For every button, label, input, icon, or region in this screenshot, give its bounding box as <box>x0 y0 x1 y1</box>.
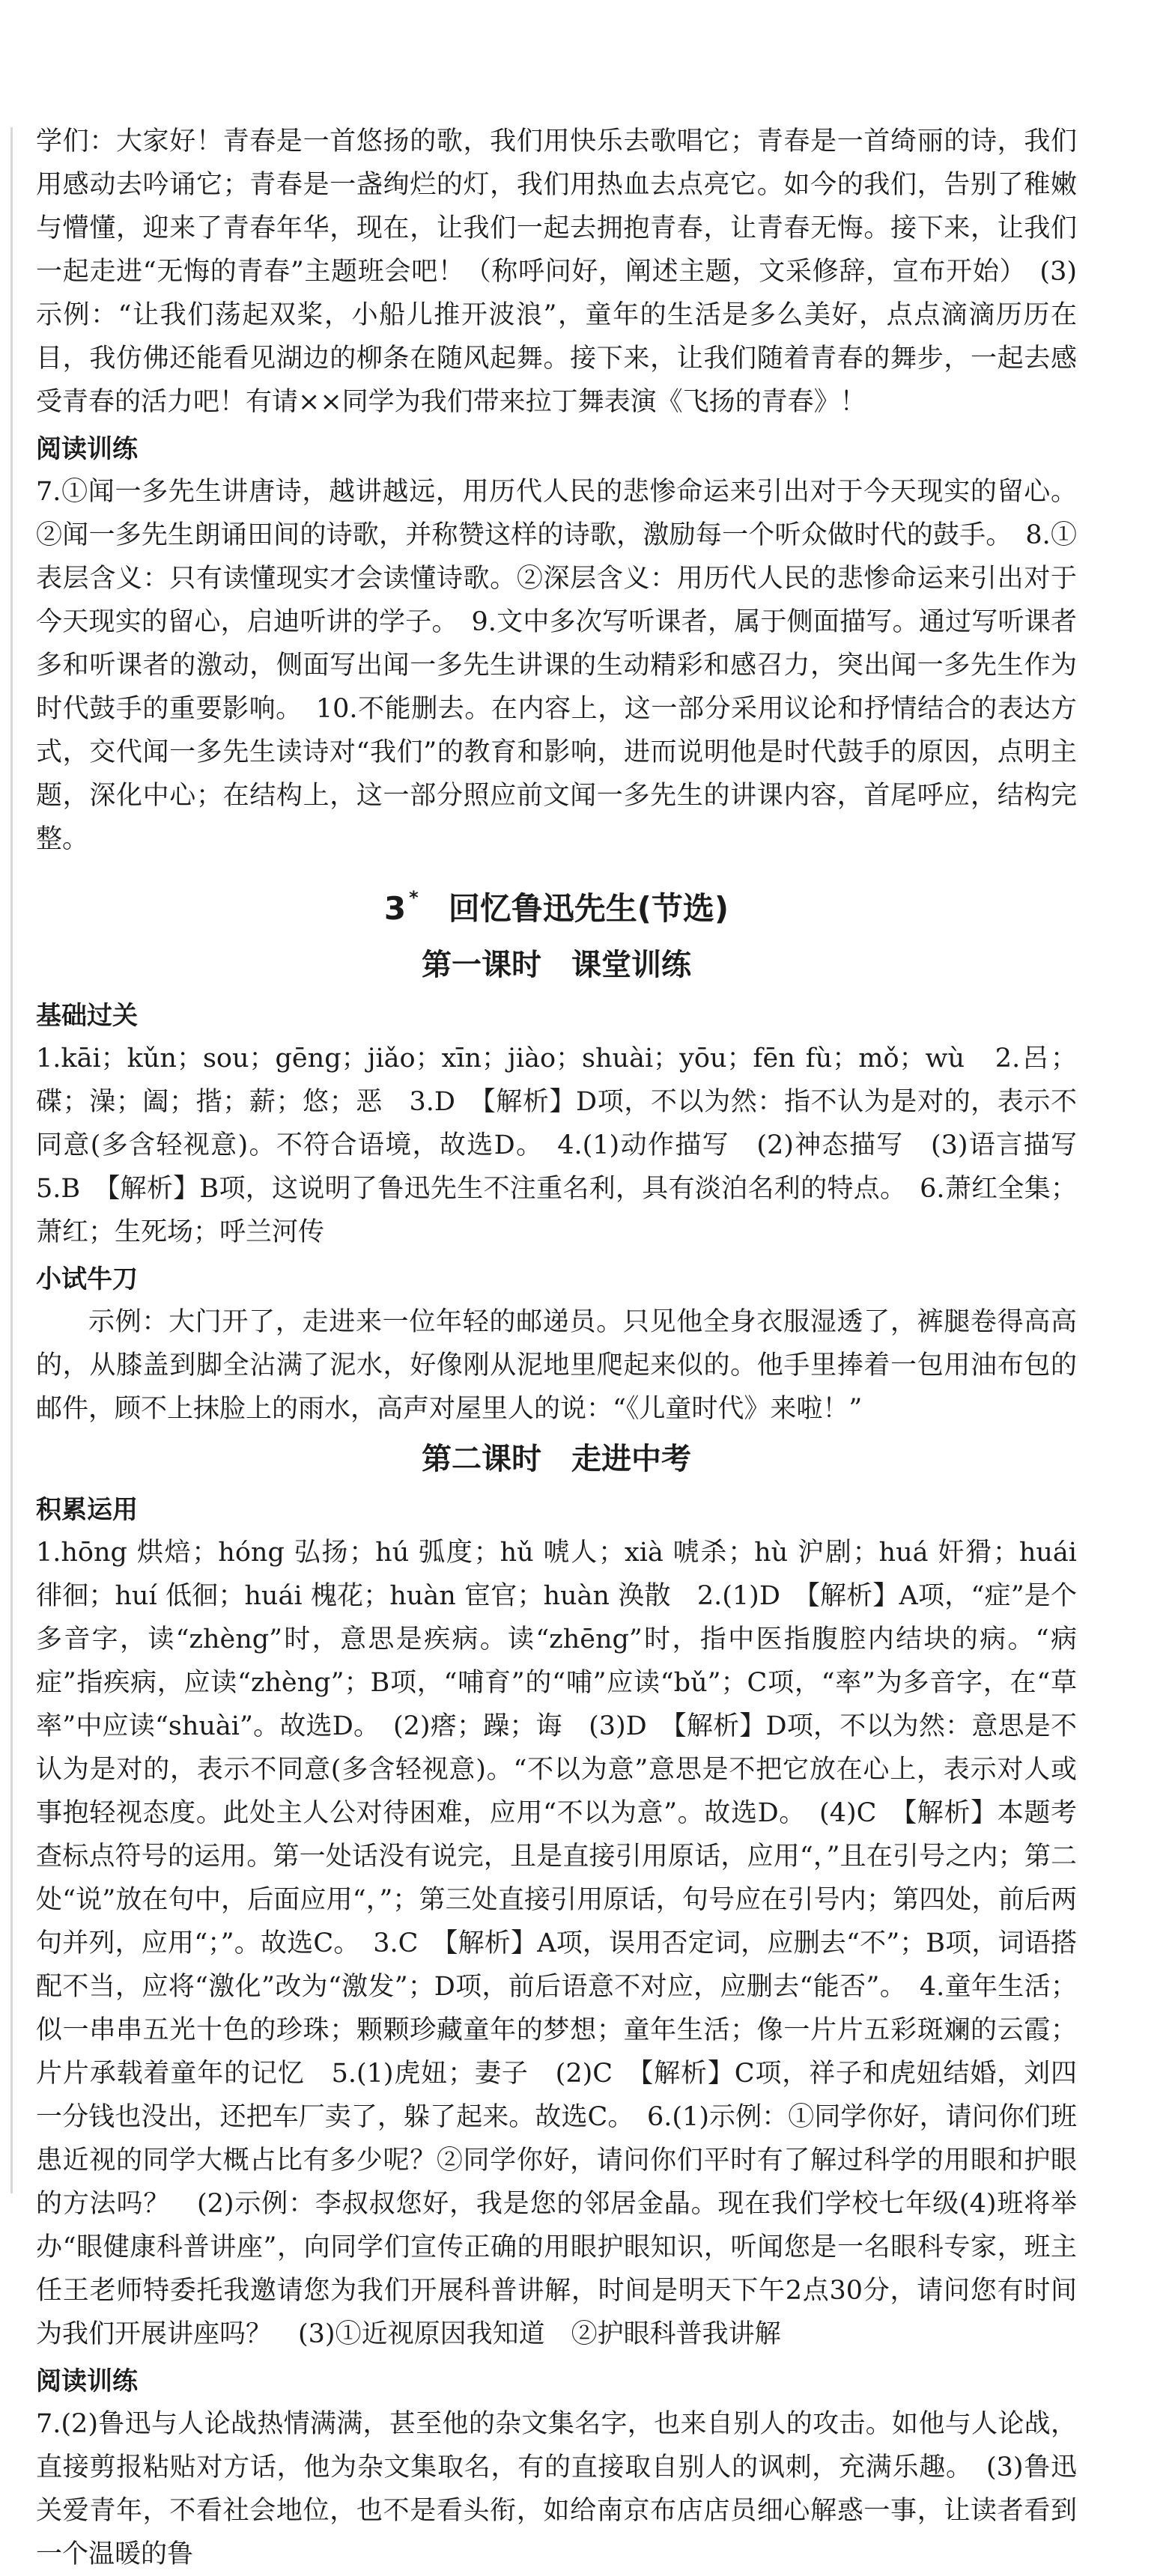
lesson-one-period: 第一课时 <box>422 948 541 982</box>
chapter-number: 3 * <box>383 887 419 927</box>
lesson-one-topic: 课堂训练 <box>571 948 691 982</box>
chapter-title <box>36 876 1077 935</box>
chapter-name: 回忆鲁迅先生(节选) <box>448 890 729 927</box>
lesson-two-period: 第二课时 <box>422 1442 541 1476</box>
accumulate-heading: 积累运用 <box>36 1495 138 1525</box>
opening-paragraph: 学们：大家好！青春是一首悠扬的歌，我们用快乐去歌唱它；青春是一首绮丽的诗，我们用感动去吟诵它；青春是一盏绚烂的灯，我们用热血去点亮它。如今的我们，告别了稚嫩与懵懂，迎来了青春年华，现在，让我们一起去拥抱青春，让青春无悔。接下来，让我们一起走进“无悔的青春”主题班会吧！（称呼问好，阐述主题，文采修辞，宣布开始） (3)示例：“让我们荡起双桨，小船儿推开波浪”，童年的生活是多么美好，点点滴滴历历在目，我仿佛还能看见湖边的柳条在随风起舞。接下来，让我们随着青春的舞步，一起去感受青春的活力吧！有请××同学为我们带来拉丁舞表演《飞扬的青春》！ <box>36 127 1077 417</box>
reading-answers: 7.①闻一多先生讲唐诗，越讲越远，用历代人民的悲惨命运来引出对于今天现实的留心。②闻一多先生朗诵田间的诗歌，并称赞这样的诗歌，激励每一个听众做时代的鼓手。 8.①表层含义：只有读懂现实才会读懂诗歌。②深层含义：用历代人民的悲惨命运来引出对于今天现实的留心，启迪听讲的学子。 9.文中多次写听课者，属于侧面描写。通过写听课者多和听课者的激动，侧面写出闻一多先生讲课的生动精彩和感召力，突出闻一多先生作为时代鼓手的重要影响。 10.不能删去。在内容上，这一部分采用议论和抒情结合的表达方式，交代闻一多先生读诗对“我们”的教育和影响，进而说明他是时代鼓手的原因，点明主题，深化中心；在结构上，这一部分照应前文闻一多先生的讲课内容，首尾呼应，结构完整。 <box>36 477 1077 854</box>
reading-heading: 阅读训练 <box>36 434 138 464</box>
left-margin-rule <box>10 127 13 2193</box>
lesson-one-title <box>36 940 1077 990</box>
trial-answer: 示例：大门开了，走进来一位年轻的邮递员。只见他全身衣服湿透了，裤腿卷得高高的，从膝盖到脚全沾满了泥水，好像刚从泥地里爬起来似的。他手里捧着一包用油布包的邮件，顾不上抹脸上的雨水，高声对屋里人的说：“《儿童时代》来啦！” <box>36 1307 1077 1424</box>
lesson-two-title <box>36 1434 1077 1485</box>
accumulate-answers: 1.hōng 烘焙；hóng 弘扬；hú 弧度；hǔ 唬人；xià 唬杀；hù 沪剧；huá 奸猾；huái 徘徊；huí 低徊；huái 槐花；huàn 宦官；huàn 涣散 2.(1)D 【解析】A项，“症”是个多音字，读“zhèng”时，意思是疾病。读“zhēng”时，指中医指腹腔内结块的病。“病症”指疾病，应读“zhèng”；B项，“哺育”的“哺”应读“bǔ”；C项，“率”为多音字，在“草率”中应读“shuài”。故选D。 (2)瘩；躁；诲 (3)D 【解析】D项，不以为然：意思是不认为是对的，表示不同意(多含轻视意)。“不以为意”意思是不把它放在心上，表示对人或事抱轻视态度。此处主人公对待困难，应用“不以为意”。故选D。 (4)C 【解析】本题考查标点符号的运用。第一处话没有说完，且是直接引用原话，应用“，”且在引号之内；第二处“说”放在句中，后面应用“，”；第三处直接引用原话，句号应在引号内；第四处，前后两句并列，应用“；”。故选C。 3.C 【解析】A项，误用否定词，应删去“不”；B项，词语搭配不当，应将“激化”改为“激发”；D项，前后语意不对应，应删去“能否”。 4.童年生活；似一串串五光十色的珍珠；颗颗珍藏童年的梦想；童年生活；像一片片五彩斑斓的云霞；片片承载着童年的记忆 5.(1)虎妞；妻子 (2)C 【解析】C项，祥子和虎妞结婚，刘四一分钱也没出，还把车厂卖了，躲了起来。故选C。 6.(1)示例：①同学你好，请问你们班患近视的同学大概占比有多少呢？②同学你好，请问你们平时有了解过科学的用眼和护眼的方法吗？ (2)示例：李叔叔您好，我是您的邻居金晶。现在我们学校七年级(4)班将举办“眼健康科普讲座”，向同学们宣传正确的用眼护眼知识，听闻您是一名眼科专家，班主任王老师特委托我邀请您为我们开展科普讲解，时间是明天下午2点30分，请问您有时间为我们开展讲座吗？ (3)①近视原因我知道 ②护眼科普我讲解 <box>36 1538 1077 2349</box>
reading-two-answers: 7.(2)鲁迅与人论战热情满满，甚至他的杂文集名字，也来自别人的攻击。如他与人论战，直接剪报粘贴对方话，他为杂文集取名，有的直接取自别人的讽刺，充满乐趣。 (3)鲁迅关爱青年，不看社会地位，也不是看头衔，如给南京布店店员细心解惑一事，让读者看到一个温暖的鲁 <box>36 2409 1077 2569</box>
page-content <box>36 120 1104 2576</box>
basic-heading: 基础过关 <box>36 1001 138 1031</box>
trial-heading: 小试牛刀 <box>36 1264 138 1294</box>
basic-answers: 1.kāi；kǔn；sou；gēng；jiǎo；xīn；jiào；shuài；yōu；fēn fù；mǒ；wù 2.呂；碟；澡；阖；揩；薪；悠；恶 3.D 【解析】D项，不以为然：指不认为是对的，表示不同意(多含轻视意)。不符合语境，故选D。 4.(1)动作描写 (2)神态描写 (3)语言描写 5.B 【解析】B项，这说明了鲁迅先生不注重名利，具有淡泊名利的特点。 6.萧红全集；萧红；生死场；呼兰河传 <box>36 1044 1104 1247</box>
lesson-two-topic: 走进中考 <box>571 1442 691 1476</box>
reading-two-heading: 阅读训练 <box>36 2366 138 2396</box>
